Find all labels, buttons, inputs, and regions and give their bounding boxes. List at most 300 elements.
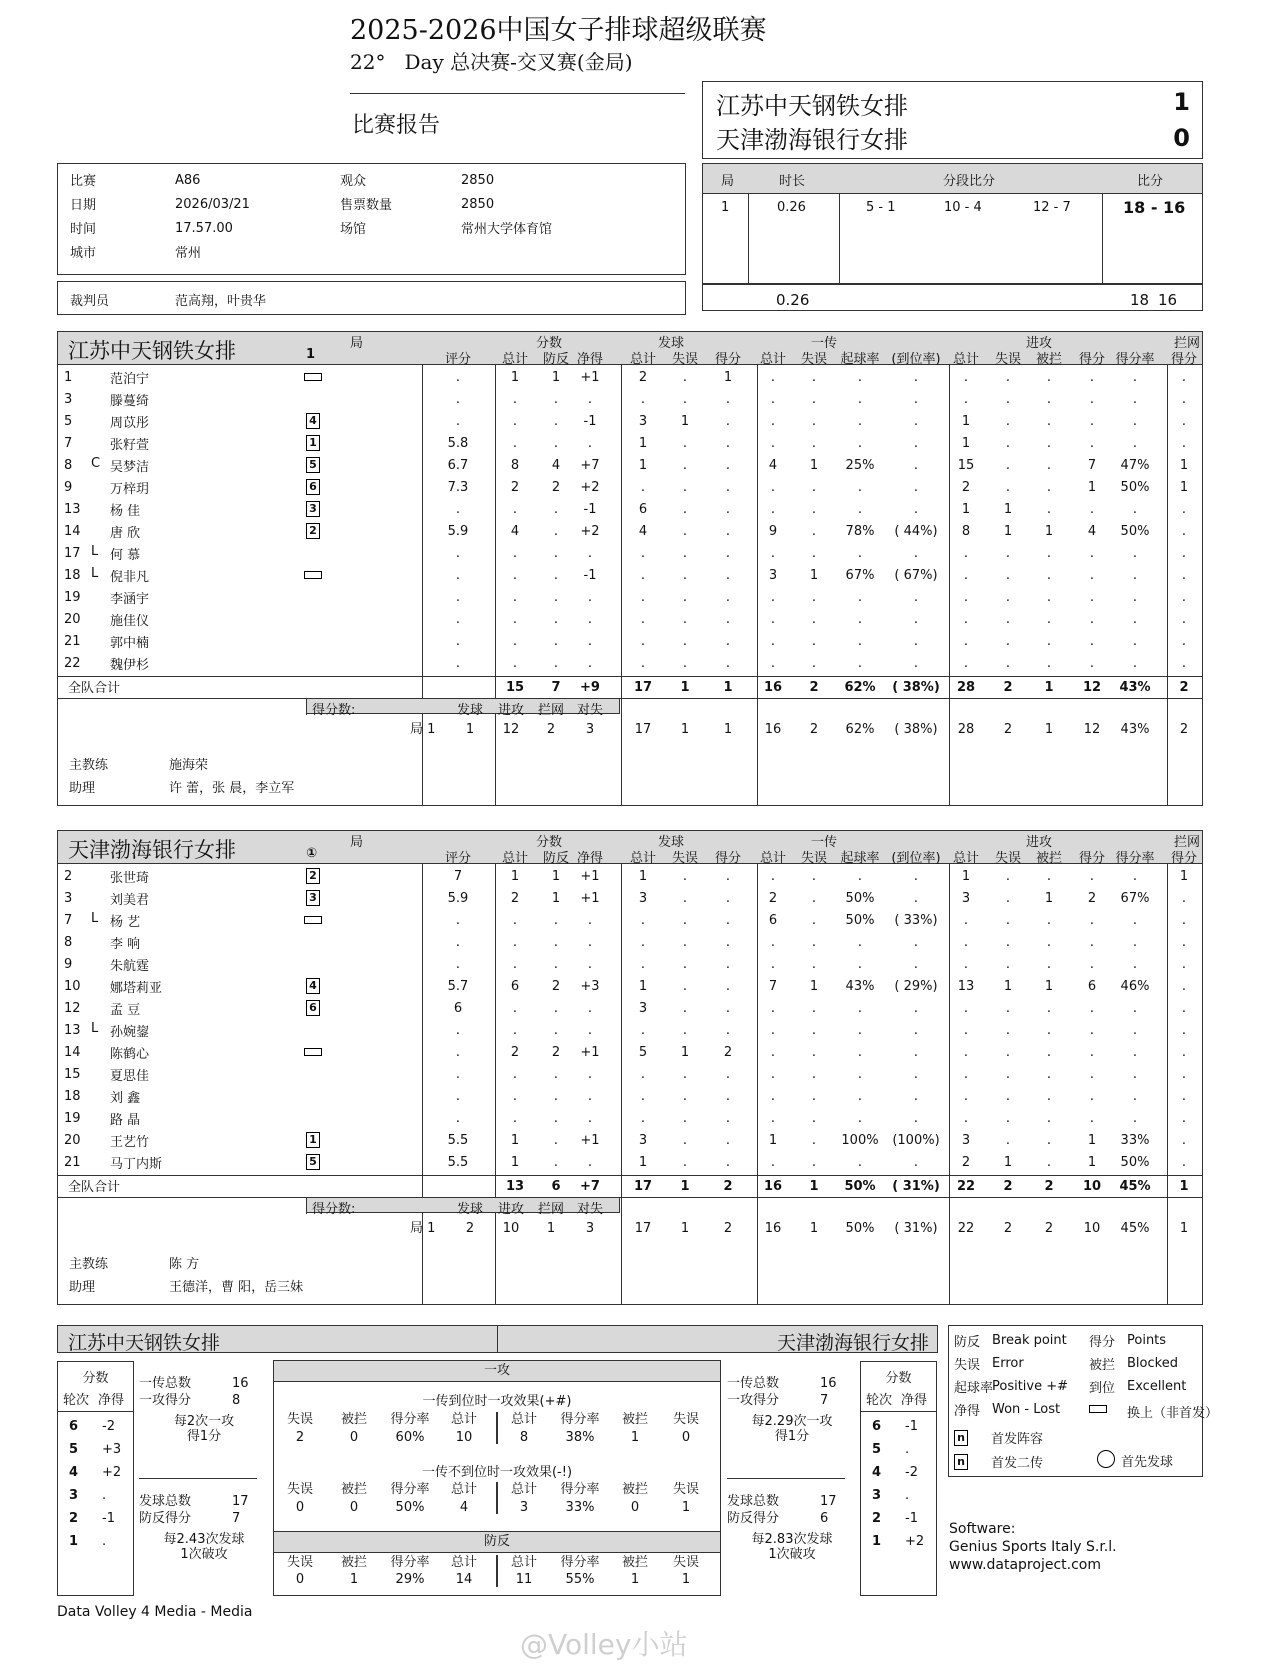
team2-stat-cell: . xyxy=(682,913,688,928)
team2-stat-cell: . xyxy=(640,1111,646,1126)
team2-stat-cell: . xyxy=(1005,869,1011,884)
team2-subhdr-8: 失误 xyxy=(800,851,827,866)
team1-set1-cell: 2 xyxy=(1003,722,1013,737)
right-rot-net: +2 xyxy=(905,1534,925,1549)
team2-stat-cell: 13 xyxy=(957,979,975,994)
software-company: Genius Sports Italy S.r.l. xyxy=(949,1539,1117,1555)
team2-stat-cell: . xyxy=(1046,1001,1052,1016)
team2-stat-cell: . xyxy=(553,913,559,928)
team2-stat-cell: . xyxy=(1005,1067,1011,1082)
team2-stat-cell: . xyxy=(1181,1023,1187,1038)
team2-stat-cell: . xyxy=(1046,1155,1052,1170)
team1-stat-cell: . xyxy=(682,524,688,539)
team2-stat-cell: . xyxy=(640,957,646,972)
team2-stat-cell: . xyxy=(1089,913,1095,928)
team1-stat-cell: . xyxy=(725,568,731,583)
tickets-value: 2850 xyxy=(461,197,495,212)
team2-player-no: 19 xyxy=(64,1111,81,1126)
team2-stat-cell: . xyxy=(553,1001,559,1016)
team2-stat-cell: . xyxy=(1005,935,1011,950)
team1-stat-cell: . xyxy=(553,502,559,517)
city-value: 常州 xyxy=(175,246,202,261)
team1-stat-cell: . xyxy=(811,502,817,517)
team1-sb-hdr-3: 对失 xyxy=(576,703,603,718)
team2-stat-cell: . xyxy=(1089,1111,1095,1126)
team2-stat-cell: . xyxy=(770,1023,776,1038)
team1-stat-cell: . xyxy=(725,590,731,605)
team2-stat-cell: . xyxy=(512,957,518,972)
team2-group-serve: 发球 xyxy=(658,835,685,850)
left-rot-label: 轮次 xyxy=(63,1393,90,1408)
right-serve-note: 每2.83次发球 1次破攻 xyxy=(751,1532,833,1562)
mid-value: 0 xyxy=(295,1500,305,1515)
team1-stat-cell: . xyxy=(725,546,731,561)
team2-stat-cell: . xyxy=(682,1111,688,1126)
team2-set1-cell: 2 xyxy=(723,1221,733,1236)
team2-stat-cell: . xyxy=(770,1089,776,1104)
software-url: www.dataproject.com xyxy=(949,1557,1101,1573)
team2-stat-cell: . xyxy=(682,891,688,906)
team1-stat-cell: . xyxy=(553,590,559,605)
date-label: 日期 xyxy=(70,198,97,213)
team1-stat-cell: . xyxy=(1005,590,1011,605)
team1-total-cell: ( 38%) xyxy=(892,680,940,695)
team2-stat-cell: 1 xyxy=(1179,869,1189,884)
team2-stat-cell: . xyxy=(1089,1089,1095,1104)
team2-player-no: 21 xyxy=(64,1155,81,1170)
legend-abbr: 防反 xyxy=(954,1335,981,1350)
left-rot-number: 1 xyxy=(69,1534,79,1549)
team2-stat-cell: . xyxy=(1181,957,1187,972)
team1-stat-cell: . xyxy=(1181,392,1187,407)
team2-stat-cell: 7 xyxy=(768,979,778,994)
team2-stat-cell: . xyxy=(1181,1089,1187,1104)
team2-stat-cell: 1 xyxy=(1003,979,1013,994)
team1-total-cell: 28 xyxy=(956,680,976,695)
team2-name: 天津渤海银行女排 xyxy=(68,838,236,862)
team1-stat-cell: . xyxy=(1046,414,1052,429)
team2-player-no: 7 xyxy=(64,913,73,928)
partial-3: 12 - 7 xyxy=(1033,200,1071,215)
team1-set1-cell: 43% xyxy=(1120,722,1150,737)
team1-stat-cell: . xyxy=(682,392,688,407)
team1-player-name: 张籽萱 xyxy=(110,438,150,453)
team2-sb-cell: 1 xyxy=(546,1221,556,1236)
team2-stat-cell: . xyxy=(1005,891,1011,906)
team1-stat-cell: . xyxy=(455,370,461,385)
team1-stat-cell: . xyxy=(725,656,731,671)
mid-value: 0 xyxy=(349,1430,359,1445)
team1-stat-cell: . xyxy=(811,370,817,385)
team1-stat-cell: -1 xyxy=(583,414,597,429)
right-bp-label: 防反得分 xyxy=(727,1511,780,1526)
team1-stat-cell: . xyxy=(455,568,461,583)
team1-stat-cell: . xyxy=(640,634,646,649)
team2-stat-cell: . xyxy=(455,957,461,972)
mid-value: 1 xyxy=(349,1572,359,1587)
left-bp: 7 xyxy=(232,1511,241,1526)
team1-stat-cell: +1 xyxy=(580,370,600,385)
team1-stat-cell: . xyxy=(512,414,518,429)
team2-player-no: 8 xyxy=(64,935,73,950)
team1-stat-cell: 1 xyxy=(961,436,971,451)
team1-stat-cell: . xyxy=(1181,568,1187,583)
team2-player-name: 李 响 xyxy=(110,937,141,952)
legend-desc: 换上（非首发） xyxy=(1127,1406,1219,1421)
team1-stat-cell: . xyxy=(640,568,646,583)
team1-sb-hdr-0: 发球 xyxy=(456,703,483,718)
mid-divider xyxy=(496,1412,498,1444)
team2-stat-cell: . xyxy=(553,1155,559,1170)
first-attack-title: 一攻 xyxy=(274,1361,720,1382)
team1-stat-cell: . xyxy=(963,392,969,407)
team1-player-name: 范泊宁 xyxy=(110,372,150,387)
team1-stat-cell: . xyxy=(1181,590,1187,605)
team2-set1-cell: 2 xyxy=(1044,1221,1054,1236)
team2-stat-cell: . xyxy=(553,1023,559,1038)
team1-player-role: C xyxy=(91,456,101,471)
team1-player-no: 18 xyxy=(64,568,81,583)
team1-player-name: 唐 欣 xyxy=(110,526,141,541)
team2-stat-cell: . xyxy=(963,1089,969,1104)
team1-set1-cell: 28 xyxy=(957,722,975,737)
team1-subhdr-3: 净得 xyxy=(576,352,603,367)
team1-stat-cell: . xyxy=(770,590,776,605)
team2-stat-cell: . xyxy=(1132,1023,1138,1038)
team1-subhdr-12: 失误 xyxy=(994,352,1021,367)
team2-subhdr-14: 得分 xyxy=(1078,851,1105,866)
team2-stat-cell: . xyxy=(1132,869,1138,884)
team1-stat-cell: . xyxy=(512,502,518,517)
team2-set1-cell: 1 xyxy=(1179,1221,1189,1236)
team2-total-cell: 10 xyxy=(1082,1179,1102,1194)
team1-set1-cell: 2 xyxy=(809,722,819,737)
referee-label: 裁判员 xyxy=(70,294,110,309)
team1-stat-cell: . xyxy=(857,502,863,517)
team1-stat-cell: . xyxy=(682,370,688,385)
team1-stat-cell: . xyxy=(455,546,461,561)
team1-stat-cell: 1 xyxy=(809,458,819,473)
left-serve-total: 17 xyxy=(232,1494,249,1509)
team1-total-cell: 1 xyxy=(1044,680,1054,695)
team2-stat-cell: . xyxy=(1005,1133,1011,1148)
team1-stat-cell: . xyxy=(1181,612,1187,627)
mid-header: 被拦 xyxy=(340,1482,367,1497)
team2-stat-cell: . xyxy=(770,1111,776,1126)
team2-stat-cell: (100%) xyxy=(892,1133,940,1148)
team1-stat-cell: . xyxy=(455,414,461,429)
team1-player-name: 万梓玥 xyxy=(110,482,150,497)
team2-coach-label: 主教练 xyxy=(69,1257,109,1272)
team1-sub-marker-icon xyxy=(304,373,322,381)
team2-total-cell: 1 xyxy=(1179,1179,1189,1194)
team2-group-block: 拦网 xyxy=(1174,835,1201,850)
team2-player-name: 王艺竹 xyxy=(110,1135,150,1150)
mid-value: 10 xyxy=(455,1430,473,1445)
scoreboard-score-b: 0 xyxy=(1173,124,1190,152)
team1-stat-cell: . xyxy=(682,634,688,649)
team2-stat-cell: . xyxy=(857,1155,863,1170)
team1-stat-cell: . xyxy=(1089,370,1095,385)
team1-set-row-label: 局 1 xyxy=(410,722,436,737)
match-label: 比赛 xyxy=(70,174,97,189)
team2-stat-cell: . xyxy=(811,1089,817,1104)
team1-total-cell: 62% xyxy=(844,680,876,695)
team2-stat-cell: . xyxy=(1132,1111,1138,1126)
team1-stat-cell: 50% xyxy=(1120,524,1150,539)
left-first-att: 8 xyxy=(232,1393,241,1408)
team1-subhdr-16: 得分 xyxy=(1170,352,1197,367)
team1-stat-cell: . xyxy=(682,458,688,473)
team1-stat-cell: . xyxy=(512,546,518,561)
team1-player-no: 14 xyxy=(64,524,81,539)
team1-vsep-3 xyxy=(757,365,758,806)
team2-coach-name: 陈 方 xyxy=(169,1257,200,1272)
mid-header: 得分率 xyxy=(390,1412,430,1427)
team2-sb-hdr-3: 对失 xyxy=(576,1202,603,1217)
left-rot-number: 6 xyxy=(69,1419,79,1434)
team2-stat-cell: . xyxy=(455,1111,461,1126)
team1-player-no: 5 xyxy=(64,414,73,429)
team2-stat-cell: . xyxy=(811,1023,817,1038)
team2-player-no: 13 xyxy=(64,1023,81,1038)
team1-stat-cell: 6.7 xyxy=(447,458,469,473)
team2-stat-cell: . xyxy=(1046,1089,1052,1104)
left-serve-total-label: 发球总数 xyxy=(139,1494,192,1509)
team1-total-cell: 2 xyxy=(809,680,819,695)
left-recv-total: 16 xyxy=(232,1376,249,1391)
team2-set1-cell: 50% xyxy=(845,1221,875,1236)
team1-stat-cell: . xyxy=(1132,546,1138,561)
team2-player-name: 杨 艺 xyxy=(110,915,141,930)
team1-group-serve: 发球 xyxy=(658,336,685,351)
team1-player-no: 22 xyxy=(64,656,81,671)
team1-group-set: 局 xyxy=(350,336,364,351)
summary-left-team: 江苏中天钢铁女排 xyxy=(68,1332,221,1354)
legend-desc: Points xyxy=(1127,1333,1167,1348)
team2-sub-marker-icon xyxy=(304,916,322,924)
team2-start-pos: 1 xyxy=(306,1132,320,1148)
team1-stat-cell: . xyxy=(1132,634,1138,649)
team2-stat-cell: 2 xyxy=(510,1045,520,1060)
team1-stat-cell: . xyxy=(770,612,776,627)
team2-stat-cell: . xyxy=(1181,891,1187,906)
scoreboard xyxy=(702,81,1203,159)
team1-subhdr-11: 总计 xyxy=(952,352,979,367)
mid-header: 被拦 xyxy=(340,1412,367,1427)
team2-stat-cell: . xyxy=(725,1023,731,1038)
team2-set1-cell: 17 xyxy=(634,1221,652,1236)
team1-stat-cell: . xyxy=(857,656,863,671)
team1-stat-cell: . xyxy=(1046,568,1052,583)
team1-stat-cell: 2 xyxy=(638,370,648,385)
legend-setter-icon: n xyxy=(954,1450,968,1470)
team1-stat-cell: 1 xyxy=(961,414,971,429)
team2-stat-cell: 1 xyxy=(638,869,648,884)
left-rot-net: -1 xyxy=(102,1511,115,1526)
legend-desc: Blocked xyxy=(1127,1356,1178,1371)
report-label: 比赛报告 xyxy=(352,113,441,138)
team1-stat-cell: . xyxy=(512,392,518,407)
team2-player-name: 娜塔莉亚 xyxy=(110,981,163,996)
legend-second-setter: 首发二传 xyxy=(991,1456,1044,1471)
team2-stat-cell: . xyxy=(682,935,688,950)
team2-total-cell: ( 31%) xyxy=(892,1179,940,1194)
left-rotation-box xyxy=(57,1361,134,1596)
team1-player-name: 倪非凡 xyxy=(110,570,150,585)
team2-stat-cell: . xyxy=(640,1023,646,1038)
team1-stat-cell: 1 xyxy=(680,414,690,429)
team1-stat-cell: . xyxy=(725,414,731,429)
team1-stat-cell: -1 xyxy=(583,568,597,583)
team1-stat-cell: . xyxy=(963,370,969,385)
team2-stat-cell: 1 xyxy=(551,869,561,884)
team2-stat-cell: 7 xyxy=(453,869,463,884)
team2-group-points: 分数 xyxy=(536,835,563,850)
audience-value: 2850 xyxy=(461,173,495,188)
left-rot-net: -2 xyxy=(102,1419,115,1434)
mid-value: 3 xyxy=(519,1500,529,1515)
team1-stat-cell: . xyxy=(725,480,731,495)
team1-stat-cell: 8 xyxy=(510,458,520,473)
mid-value: 0 xyxy=(295,1572,305,1587)
team1-player-name: 滕蔓绮 xyxy=(110,394,150,409)
team1-stat-cell: . xyxy=(1181,546,1187,561)
team2-subhdr-3: 净得 xyxy=(576,851,603,866)
team2-player-no: 10 xyxy=(64,979,81,994)
team2-stat-cell: . xyxy=(553,1111,559,1126)
right-rot-number: 5 xyxy=(872,1442,882,1457)
team2-vsep-3 xyxy=(757,864,758,1305)
team1-stat-cell: . xyxy=(587,612,593,627)
team1-score-label: 得分数: xyxy=(312,703,356,718)
team1-stat-cell: 2 xyxy=(961,480,971,495)
team1-stat-cell: . xyxy=(811,480,817,495)
team2-stat-cell: +1 xyxy=(580,1133,600,1148)
team1-stat-cell: . xyxy=(553,656,559,671)
mid-header: 得分率 xyxy=(390,1482,430,1497)
team1-stat-cell: . xyxy=(512,656,518,671)
team2-subhdr-9: 起球率 xyxy=(840,851,880,866)
team2-stat-cell: . xyxy=(1005,1045,1011,1060)
left-rot-number: 2 xyxy=(69,1511,79,1526)
team2-stat-cell: 1 xyxy=(510,869,520,884)
team2-stat-cell: 1 xyxy=(1087,1155,1097,1170)
team1-player-no: 8 xyxy=(64,458,73,473)
team1-total-cell: 43% xyxy=(1119,680,1151,695)
team1-stat-cell: . xyxy=(811,414,817,429)
legend-abbr: 到位 xyxy=(1089,1381,1116,1396)
team2-stat-cell: 1 xyxy=(1003,1155,1013,1170)
team2-stat-cell: . xyxy=(1132,1001,1138,1016)
team2-stat-cell: . xyxy=(725,935,731,950)
team1-set1-cell: 1 xyxy=(723,722,733,737)
team2-stat-cell: . xyxy=(770,1067,776,1082)
partials-col-header: 分段比分 xyxy=(943,174,996,189)
city-label: 城市 xyxy=(70,246,97,261)
team1-stat-cell: -1 xyxy=(583,502,597,517)
team1-set1-cell: 17 xyxy=(634,722,652,737)
team1-stat-cell: 5.8 xyxy=(447,436,469,451)
team1-stat-cell: . xyxy=(1132,502,1138,517)
team2-stat-cell: . xyxy=(913,1023,919,1038)
team2-player-role: L xyxy=(91,1021,99,1036)
mid-value: 38% xyxy=(565,1430,595,1445)
team1-stat-cell: . xyxy=(1132,414,1138,429)
team1-stat-cell: . xyxy=(1181,436,1187,451)
team2-player-role: L xyxy=(91,911,99,926)
footer-left: Data Volley 4 Media - Media xyxy=(57,1604,253,1620)
team2-stat-cell: 1 xyxy=(961,869,971,884)
team2-player-name: 张世琦 xyxy=(110,871,150,886)
team2-stat-cell: ( 29%) xyxy=(894,979,938,994)
bad-recv-title: 一传不到位时一攻效果(-!) xyxy=(421,1465,573,1480)
team1-total-cell: 16 xyxy=(763,680,783,695)
team2-stat-cell: . xyxy=(640,1067,646,1082)
team1-sb-cell: 12 xyxy=(502,722,520,737)
team1-stat-cell: 1 xyxy=(1003,524,1013,539)
team1-stat-cell: . xyxy=(682,612,688,627)
team1-player-no: 21 xyxy=(64,634,81,649)
team2-start-pos: 4 xyxy=(306,978,320,994)
date-value: 2026/03/21 xyxy=(175,197,250,212)
team2-stat-cell: 5 xyxy=(638,1045,648,1060)
team1-stat-cell: 15 xyxy=(957,458,975,473)
team1-stat-cell: 50% xyxy=(1120,480,1150,495)
team2-stat-cell: . xyxy=(811,1067,817,1082)
team2-player-name: 孟 豆 xyxy=(110,1003,141,1018)
team2-stat-cell: . xyxy=(1181,913,1187,928)
team2-stat-cell: 6 xyxy=(510,979,520,994)
left-rot-net: +2 xyxy=(102,1465,122,1480)
team2-total-cell: 2 xyxy=(1044,1179,1054,1194)
team1-player-role: L xyxy=(91,566,99,581)
team1-stat-cell: . xyxy=(1089,612,1095,627)
team2-stat-cell: . xyxy=(725,913,731,928)
team1-stat-cell: . xyxy=(811,436,817,451)
team2-stat-cell: . xyxy=(553,1089,559,1104)
team1-stat-cell: . xyxy=(1005,480,1011,495)
team1-stat-cell: . xyxy=(455,502,461,517)
team2-group-set: 局 xyxy=(350,835,364,850)
team2-stat-cell: . xyxy=(963,1111,969,1126)
team2-stat-cell: . xyxy=(553,935,559,950)
team1-player-no: 9 xyxy=(64,480,73,495)
venue-value: 常州大学体育馆 xyxy=(461,222,553,237)
team1-player-name: 魏伊杉 xyxy=(110,658,150,673)
team2-stat-cell: 6 xyxy=(768,913,778,928)
team2-stat-cell: . xyxy=(455,1067,461,1082)
team2-stat-cell: +3 xyxy=(580,979,600,994)
team2-stat-cell: . xyxy=(455,1045,461,1060)
team2-vsep-0 xyxy=(422,864,423,1305)
team1-total-cell: 1 xyxy=(680,680,690,695)
team1-stat-cell: . xyxy=(857,436,863,451)
team2-stat-cell: 43% xyxy=(845,979,875,994)
team2-sb-hdr-2: 拦网 xyxy=(537,1202,564,1217)
team2-total-cell: 13 xyxy=(505,1179,525,1194)
team2-stat-cell: . xyxy=(682,1155,688,1170)
left-first-att-label: 一攻得分 xyxy=(139,1393,192,1408)
team1-stat-cell: . xyxy=(640,392,646,407)
team1-stat-cell: . xyxy=(1181,524,1187,539)
audience-label: 观众 xyxy=(340,174,367,189)
right-recv-note: 每2.29次一攻 得1分 xyxy=(751,1414,833,1444)
team1-subhdr-13: 被拦 xyxy=(1035,352,1062,367)
team2-stat-cell: . xyxy=(587,1001,593,1016)
legend-abbr: 被拦 xyxy=(1089,1358,1116,1373)
left-rot-number: 4 xyxy=(69,1465,79,1480)
